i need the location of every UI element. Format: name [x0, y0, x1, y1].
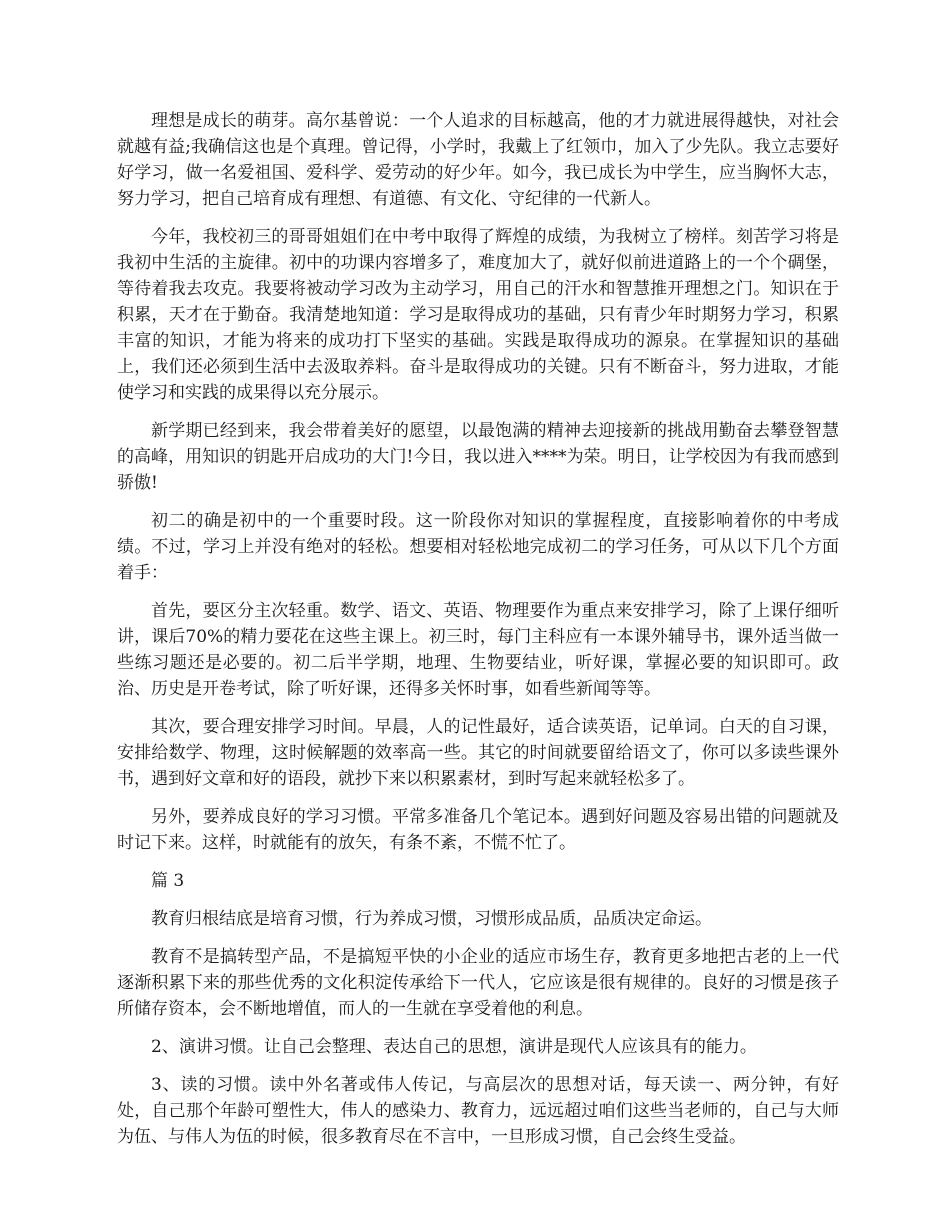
paragraph-speech-habit: 2、演讲习惯。让自己会整理、表达自己的思想，演讲是现代人应该具有的能力。 — [151, 1037, 757, 1057]
paragraph-reading-habit: 3、读的习惯。读中外名著或伟人传记，与高层次的思想对话，每天读一、两分钟，有好处，自己那个年龄可塑性大，伟人的感染力、教育力，远远超过咱们这些当老师的，自己与大师为伍、与伟人为伍的时候，很多教育尽在不言中，一旦形成习惯，自己会终生受益。 — [117, 1075, 839, 1147]
paragraph-grade-two: 初二的确是初中的一个重要时段。这一阶段你对知识的掌握程度，直接影响着你的中考成绩。不过，学习上并没有绝对的轻松。想要相对轻松地完成初二的学习任务，可从以下几个方面着手： — [117, 511, 839, 583]
paragraph-also: 另外，要养成良好的学习习惯。平常多准备几个笔记本。遇到好问题及容易出错的问题就及时记下来。这样，时就能有的放矢，有条不紊，不慌不忙了。 — [117, 807, 839, 853]
paragraph-education-not: 教育不是搞转型产品，不是搞短平快的小企业的适应市场生存，教育更多地把古老的上一代逐渐积累下来的那些优秀的文化积淀传承给下一代人，它应该是很有规律的。良好的习惯是孩子所储存资本，会不断地增值，而人的一生就在享受着他的利息。 — [117, 947, 839, 1019]
paragraph-new-semester: 新学期已经到来，我会带着美好的愿望，以最饱满的精神去迎接新的挑战用勤奋去攀登智慧的高峰，用知识的钥匙开启成功的大门!今日，我以进入****为荣。明日，让学校因为有我而感到骄傲! — [117, 421, 839, 493]
paragraph-this-year: 今年，我校初三的哥哥姐姐们在中考中取得了辉煌的成绩，为我树立了榜样。刻苦学习将是我初中生活的主旋律。初中的功课内容增多了，难度加大了，就好似前进道路上的一个个碉堡，等待着我去攻克。我要将被动学习改为主动学习，用自己的汗水和智慧推开理想之门。知识在于积累，天才在于勤奋。我清楚地知道：学习是取得成功的基础，只有青少年时期努力学习，积累丰富的知识，才能为将来的成功打下坚实的基础。实践是取得成功的源泉。在掌握知识的基础上，我们还必须到生活中去汲取养料。奋斗是取得成功的关键。只有不断奋斗，努力进取，才能使学习和实践的成果得以充分展示。 — [117, 227, 839, 403]
paragraph-second: 其次，要合理安排学习时间。早晨，人的记性最好，适合读英语，记单词。白天的自习课，安排给数学、物理，这时候解题的效率高一些。其它的时间就要留给语文了，你可以多读些课外书，遇到好文章和好的语段，就抄下来以积累素材，到时写起来就轻松多了。 — [117, 717, 839, 789]
paragraph-education-habits: 教育归根结底是培育习惯，行为养成习惯，习惯形成品质，品质决定命运。 — [151, 909, 712, 929]
section-heading: 篇 3 — [151, 871, 185, 891]
paragraph-ideal: 理想是成长的萌芽。高尔基曾说：一个人追求的目标越高，他的才力就进展得越快，对社会就越有益;我确信这也是个真理。曾记得，小学时，我戴上了红领巾，加入了少先队。我立志要好好学习，做一名爱祖国、爱科学、爱劳动的好少年。如今，我已成长为中学生，应当胸怀大志，努力学习，把自己培育成有理想、有道德、有文化、守纪律的一代新人。 — [117, 111, 839, 209]
document-body — [117, 108, 839, 1162]
paragraph-first: 首先，要区分主次轻重。数学、语文、英语、物理要作为重点来安排学习，除了上课仔细听讲，课后70%的精力要花在这些主课上。初三时，每门主科应有一本课外辅导书，课外适当做一些练习题还是必要的。初二后半学期，地理、生物要结业，听好课，掌握必要的知识即可。政治、历史是开卷考试，除了听好课，还得多关怀时事，如看些新闻等等。 — [117, 601, 839, 699]
